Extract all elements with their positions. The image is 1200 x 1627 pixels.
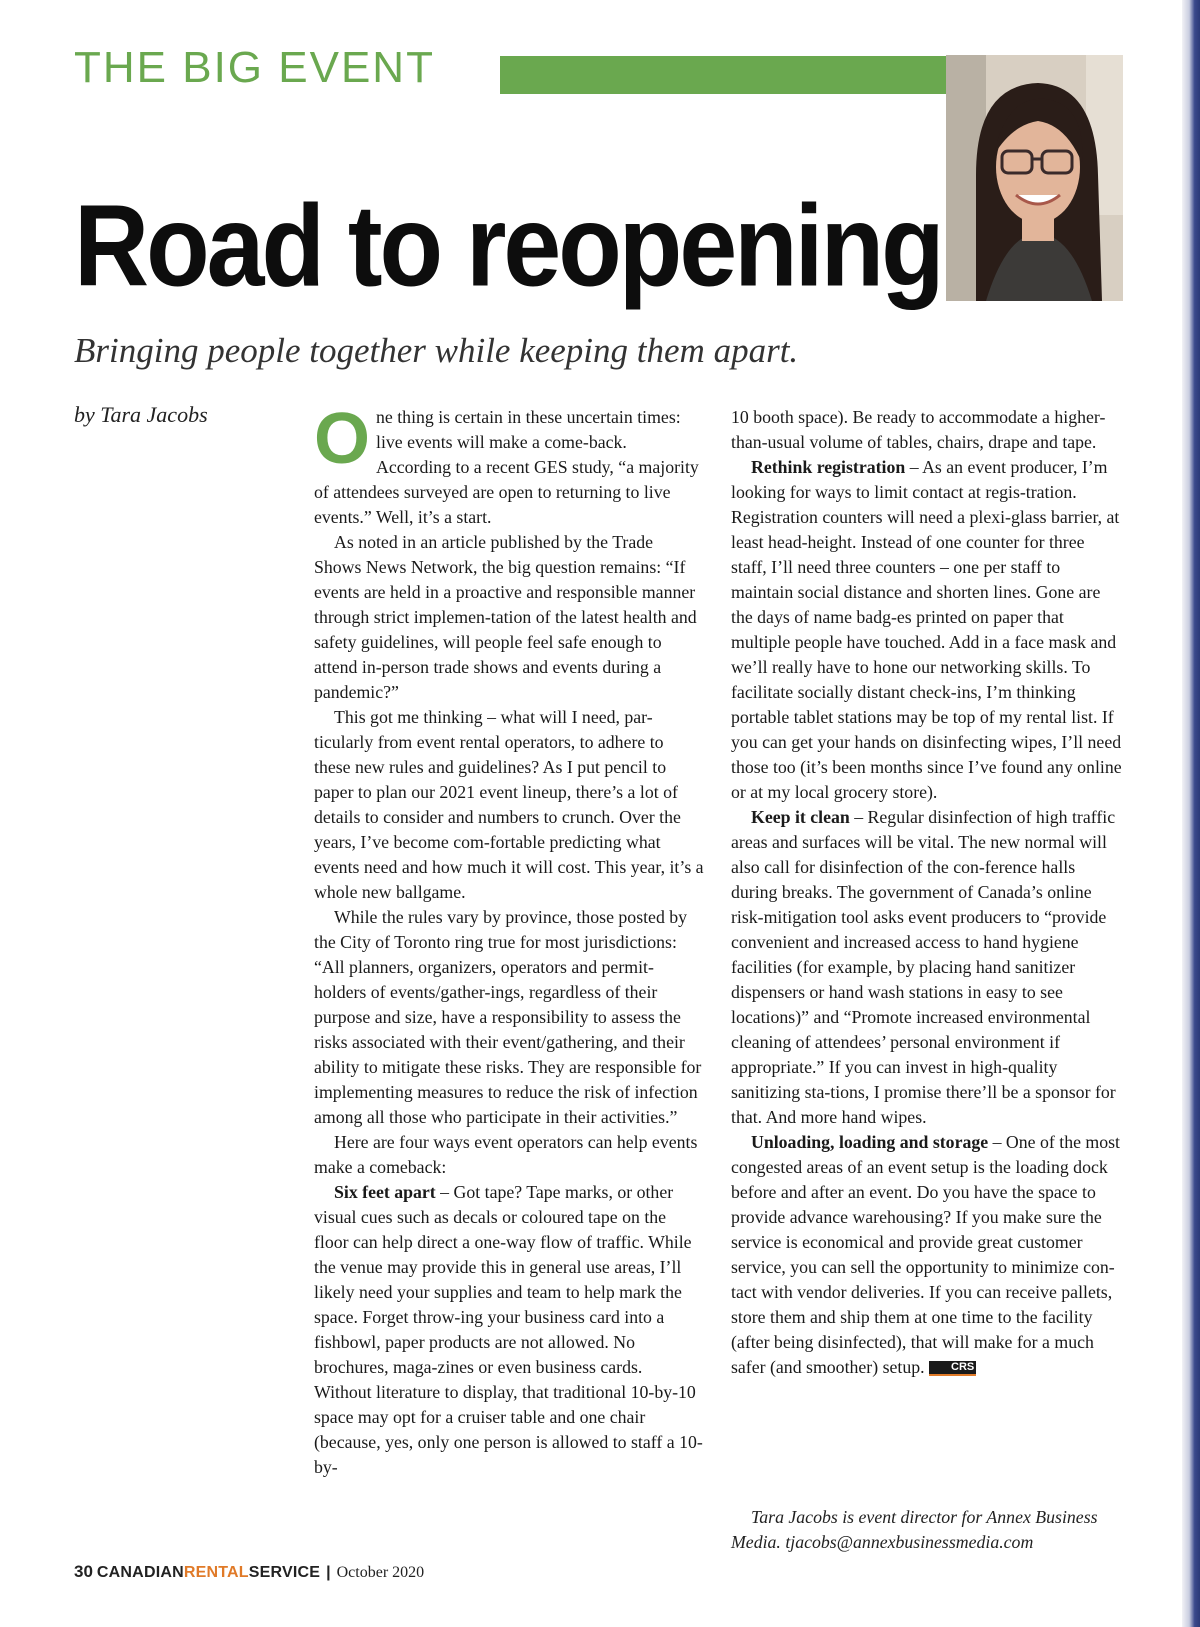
paragraph (731, 805, 1123, 1130)
page-footer (74, 1562, 424, 1582)
article-column-2 (731, 405, 1123, 1380)
author-photo (946, 55, 1123, 301)
paragraph (314, 399, 704, 530)
paragraph-text: – As an event producer, I’m looking for ways to limit contact at regis-tration. Registration counters will need a plexi-glass barrier, at least head-height. Instead of one counter for three staff, I’ll need three counters – one per staff to maintain social distance and shorten lines. Gone are the days of name badg-es printed on paper that multiple people have touched. Add in a face mask and we’ll really have to hone our networking skills. To facilitate socially distant check-ins, I’m thinking portable tablet stations may be top of my rental list. If you can get your hands on disinfecting wipes, I’ll need those too (it’s been months since I’ve found any online or at my local grocery store). (731, 457, 1122, 802)
author-bio: Tara Jacobs is event director for Annex Business Media. tjacobs@annexbusinessmedia.com (731, 1507, 1098, 1552)
article-column-1 (314, 399, 704, 1480)
end-mark-logo: CRS (929, 1361, 976, 1376)
magazine-name-part: CANADIAN (96, 1564, 184, 1581)
section-label: THE BIG EVENT (74, 43, 435, 92)
section-bar (500, 56, 946, 94)
paragraph-text: ne thing is certain in these uncertain times: live events will make a come-back. According to a recent GES study, “a majority of attendees surveyed are open to returning to live events.” Well, it’s a start. (314, 407, 699, 527)
magazine-name-part: SERVICE (248, 1564, 321, 1581)
headline: Road to reopening (74, 181, 942, 312)
paragraph: This got me thinking – what will I need, par-ticularly from event rental operators, to adhere to these new rules and guidelines? As I put pencil to paper to plan our 2021 event lineup, there’s a lot of details to consider and numbers to crunch. Over the years, I’ve become com-fortable predicting what events need and how much it will cost. This year, it’s a whole new ballgame. (314, 707, 704, 902)
deck-subtitle: Bringing people together while keeping them apart. (74, 331, 799, 370)
subhead-six-feet-apart: Six feet apart (334, 1182, 436, 1202)
magazine-name-accent: RENTAL (183, 1564, 249, 1581)
issue-date: October 2020 (336, 1564, 425, 1581)
paragraph: As noted in an article published by the Trade Shows News Network, the big question remains: “If events are held in a proactive and responsible manner through strict implemen-tation of the latest health and safety guidelines, will people feel safe enough to attend in-person trade shows and events during a pandemic?” (314, 532, 697, 702)
paragraph (314, 1180, 704, 1480)
byline: by Tara Jacobs (74, 402, 208, 427)
subhead-keep-it-clean: Keep it clean (751, 807, 850, 827)
page-number: 30 (74, 1562, 93, 1581)
paragraph (731, 1130, 1123, 1380)
paragraph (731, 455, 1123, 805)
paragraph: 10 booth space). Be ready to accommodate a higher-than-usual volume of tables, chairs, drape and tape. (731, 407, 1106, 452)
paragraph-text: – Regular disinfection of high traffic areas and surfaces will be vital. The new normal will also call for disinfection of the con-ference halls during breaks. The government of Canada’s online risk-mitigation tool asks event producers to “provide convenient and increased access to hand hygiene facilities (for example, by placing hand sanitizer dispensers or hand wash stations in easy to see locations)” and “Promote increased environmental cleaning of attendees’ personal environment if appropriate.” If you can invest in high-quality sanitizing sta-tions, I promise there’ll be a sponsor for that. And more hand wipes. (731, 807, 1116, 1127)
paragraph-text: – One of the most congested areas of an event setup is the loading dock before and after an event. Do you have the space to provide advance warehousing? If you make sure the service is economical and provide great customer service, you can sell the opportunity to minimize con-tact with vendor deliveries. If you can receive pallets, store them and ship them at one time to the facility (after being disinfected), that will make for a much safer (and smoother) setup. (731, 1132, 1120, 1377)
page-edge-strip (1182, 0, 1200, 1627)
paragraph: While the rules vary by province, those posted by the City of Toronto ring true for most jurisdictions: “All planners, organizers, operators and permit-holders of events/gather-ings, regardless of their purpose and size, have a responsibility to assess the risks associated with their event/gathering, and their ability to mitigate these risks. They are responsible for implementing measures to reduce the risk of infection among all those who participate in their activities.” (314, 907, 702, 1127)
paragraph-text: – Got tape? Tape marks, or other visual cues such as decals or coloured tape on the floor can help direct a one-way flow of traffic. While the venue may provide this in general use areas, I’ll likely need your supplies and team to help mark the space. Forget throw-ing your business card into a fishbowl, paper products are not allowed. No brochures, maga-zines or even business cards. Without literature to display, that traditional 10-by-10 space may opt for a cruiser table and one chair (because, yes, only one person is allowed to staff a 10-by- (314, 1182, 703, 1477)
subhead-rethink-registration: Rethink registration (751, 457, 906, 477)
magazine-name (97, 1564, 320, 1581)
author-portrait-image (946, 55, 1123, 301)
subhead-unloading-loading-storage: Unloading, loading and storage (751, 1132, 989, 1152)
drop-cap: O (314, 399, 371, 479)
paragraph: Here are four ways event operators can help events make a comeback: (314, 1132, 698, 1177)
footer-separator: | (326, 1564, 331, 1581)
